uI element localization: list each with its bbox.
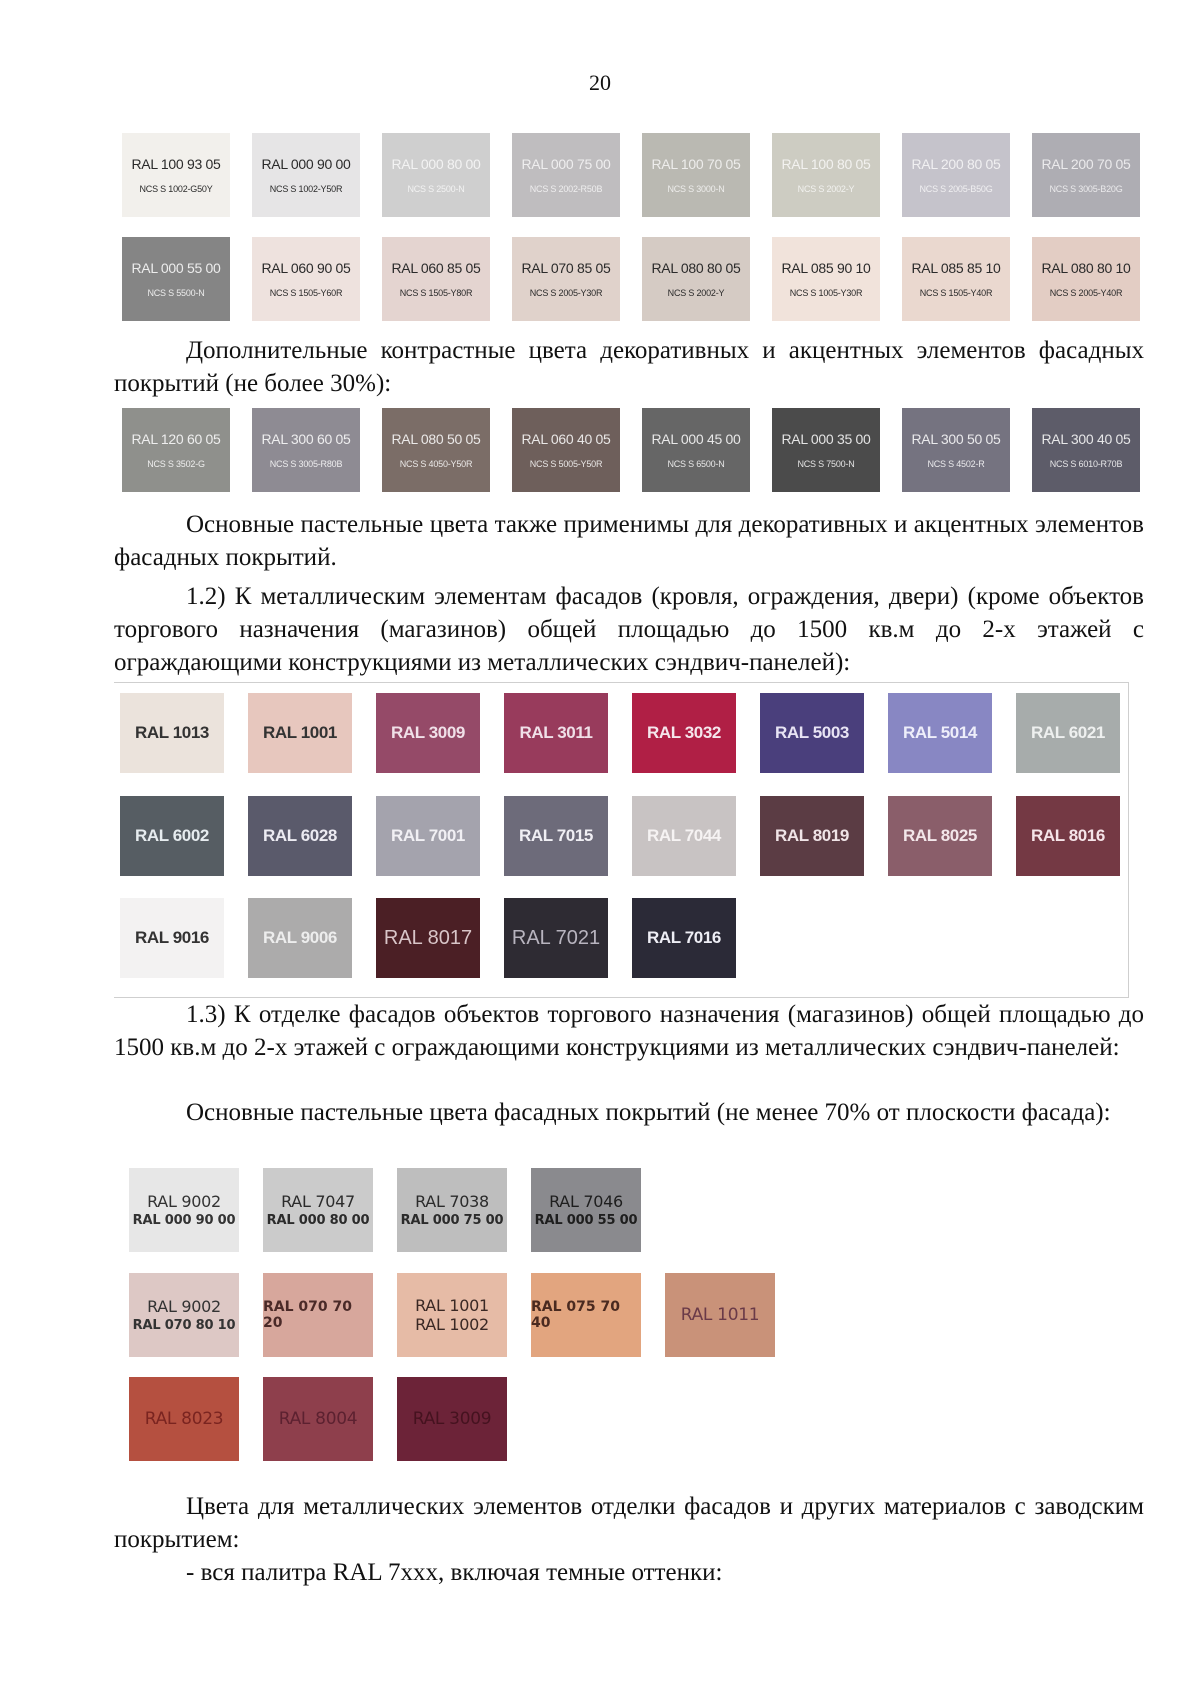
ral-code: RAL 120 60 05 <box>131 431 221 447</box>
swatch-label-primary: RAL 7038 <box>415 1192 489 1211</box>
color-swatch <box>122 237 230 321</box>
swatch-label-secondary: RAL 000 55 00 <box>534 1213 638 1228</box>
color-swatch <box>252 133 360 217</box>
ral-code: RAL 000 75 00 <box>521 156 611 172</box>
color-swatch <box>1032 237 1140 321</box>
ncs-code: NCS S 4050-Y50R <box>399 459 473 469</box>
metal-color-swatch: RAL 6021 <box>1016 693 1120 773</box>
metal-color-swatch: RAL 9006 <box>248 898 352 978</box>
ncs-code: NCS S 2005-Y40R <box>1049 288 1123 298</box>
shop-color-swatch <box>397 1168 507 1252</box>
color-swatch <box>512 237 620 321</box>
paragraph-pastel-also: Основные пастельные цвета также применимы для декоративных и акцентных элементов фасадных покрытий. <box>114 511 1144 571</box>
color-swatch <box>512 133 620 217</box>
ral-code: RAL 080 80 05 <box>651 260 741 276</box>
shop-color-swatch <box>263 1273 373 1357</box>
swatch-label-secondary: RAL 000 90 00 <box>132 1213 236 1228</box>
swatch-label-secondary: RAL 1002 <box>415 1315 489 1334</box>
color-swatch <box>512 408 620 492</box>
swatch-label-primary: RAL 1001 <box>415 1296 489 1315</box>
ncs-code: NCS S 1005-Y30R <box>789 288 863 298</box>
metal-color-swatch: RAL 8025 <box>888 796 992 876</box>
ral-code: RAL 300 50 05 <box>911 431 1001 447</box>
ral-code: RAL 100 93 05 <box>131 156 221 172</box>
metal-color-swatch: RAL 7016 <box>632 898 736 978</box>
ral-code: RAL 060 90 05 <box>261 260 351 276</box>
color-swatch <box>1032 408 1140 492</box>
metal-color-swatch: RAL 1013 <box>120 693 224 773</box>
ncs-code: NCS S 3005-R80B <box>269 459 343 469</box>
swatch-label-primary: RAL 9002 <box>147 1192 221 1211</box>
ncs-code: NCS S 2002-R50B <box>529 184 603 194</box>
color-swatch <box>1032 133 1140 217</box>
ncs-code: NCS S 2005-B50G <box>919 184 993 194</box>
ral-code: RAL 060 40 05 <box>521 431 611 447</box>
swatch-label-primary: RAL 8004 <box>278 1409 358 1429</box>
ncs-code: NCS S 6500-N <box>667 459 725 469</box>
swatch-label-secondary: RAL 070 80 10 <box>132 1318 236 1333</box>
metal-color-swatch: RAL 7021 <box>504 898 608 978</box>
color-swatch <box>772 408 880 492</box>
ral-code: RAL 080 80 10 <box>1041 260 1131 276</box>
ral-code: RAL 000 80 00 <box>391 156 481 172</box>
color-swatch <box>772 237 880 321</box>
color-swatch <box>642 237 750 321</box>
ncs-code: NCS S 6010-R70B <box>1049 459 1123 469</box>
ncs-code: NCS S 5500-N <box>147 288 205 298</box>
shop-color-swatch <box>397 1273 507 1357</box>
shop-color-swatch <box>129 1273 239 1357</box>
ral-code: RAL 100 70 05 <box>651 156 741 172</box>
ral-code: RAL 085 90 10 <box>781 260 871 276</box>
color-swatch <box>382 133 490 217</box>
paragraph-pastel-main: Основные пастельные цвета фасадных покрытий (не менее 70% от плоскости фасада): <box>186 1099 1111 1126</box>
color-swatch <box>642 133 750 217</box>
ncs-code: NCS S 3502-G <box>147 459 205 469</box>
color-swatch <box>252 237 360 321</box>
ral-code: RAL 200 70 05 <box>1041 156 1131 172</box>
swatch-label-primary: RAL 8023 <box>144 1409 224 1429</box>
metal-color-swatch: RAL 3011 <box>504 693 608 773</box>
shop-color-swatch <box>129 1168 239 1252</box>
paragraph-metal-finish: Цвета для металлических элементов отделки фасадов и других материалов с заводским покрытием: <box>114 1493 1144 1553</box>
metal-color-swatch: RAL 3009 <box>376 693 480 773</box>
color-swatch <box>902 133 1010 217</box>
ncs-code: NCS S 1505-Y40R <box>919 288 993 298</box>
swatch-label-primary: RAL 3009 <box>412 1409 492 1429</box>
color-swatch <box>902 408 1010 492</box>
swatch-label-primary: RAL 9002 <box>147 1297 221 1316</box>
ncs-code: NCS S 2002-Y <box>797 184 855 194</box>
metal-color-swatch: RAL 1001 <box>248 693 352 773</box>
metal-color-swatch: RAL 8019 <box>760 796 864 876</box>
shop-color-swatch <box>263 1377 373 1461</box>
metal-color-swatch: RAL 9016 <box>120 898 224 978</box>
ral-code: RAL 300 40 05 <box>1041 431 1131 447</box>
page-number: 20 <box>589 70 611 95</box>
color-swatch <box>122 408 230 492</box>
color-swatch <box>642 408 750 492</box>
ncs-code: NCS S 5005-Y50R <box>529 459 603 469</box>
shop-color-swatch <box>263 1168 373 1252</box>
ncs-code: NCS S 7500-N <box>797 459 855 469</box>
ral-code: RAL 100 80 05 <box>781 156 871 172</box>
ncs-code: NCS S 3000-N <box>667 184 725 194</box>
ral-code: RAL 060 85 05 <box>391 260 481 276</box>
paragraph-ral7-palette: - вся палитра RAL 7ххх, включая темные оттенки: <box>186 1559 723 1586</box>
ral-code: RAL 000 55 00 <box>131 260 221 276</box>
metal-color-swatch: RAL 6002 <box>120 796 224 876</box>
ral-code: RAL 200 80 05 <box>911 156 1001 172</box>
ncs-code: NCS S 3005-B20G <box>1049 184 1123 194</box>
paragraph-contrast-colors: Дополнительные контрастные цвета декоративных и акцентных элементов фасадных покрытий (не более 30%): <box>114 337 1144 397</box>
metal-color-swatch: RAL 5014 <box>888 693 992 773</box>
swatch-label-primary: RAL 1011 <box>680 1305 760 1325</box>
swatch-label-primary: RAL 7047 <box>281 1192 355 1211</box>
ncs-code: NCS S 1505-Y80R <box>399 288 473 298</box>
metal-color-palette <box>114 682 1129 998</box>
ral-code: RAL 000 35 00 <box>781 431 871 447</box>
color-swatch <box>382 408 490 492</box>
ncs-code: NCS S 4502-R <box>927 459 985 469</box>
ncs-code: NCS S 1505-Y60R <box>269 288 343 298</box>
paragraph-shops: 1.3) К отделке фасадов объектов торгового назначения (магазинов) общей площадью до 1500 кв.м до 2-х этажей с ограждающими конструкциями из металлических сэндвич-панелей: <box>114 1001 1144 1061</box>
ral-code: RAL 080 50 05 <box>391 431 481 447</box>
paragraph-metal-elements: 1.2) К металлическим элементам фасадов (кровля, ограждения, двери) (кроме объектов торгового назначения (магазинов) общей площадью до 1500 кв.м до 2-х этажей с ограждающими конструкциями из металлических сэндвич-панелей): <box>114 583 1144 676</box>
swatch-label-secondary: RAL 000 75 00 <box>400 1213 504 1228</box>
shop-color-swatch <box>531 1273 641 1357</box>
metal-color-swatch: RAL 7044 <box>632 796 736 876</box>
ncs-code: NCS S 1002-Y50R <box>269 184 343 194</box>
color-swatch <box>772 133 880 217</box>
metal-color-swatch: RAL 7015 <box>504 796 608 876</box>
color-swatch <box>252 408 360 492</box>
ral-code: RAL 300 60 05 <box>261 431 351 447</box>
shop-color-swatch <box>129 1377 239 1461</box>
metal-color-swatch: RAL 3032 <box>632 693 736 773</box>
swatch-label-secondary: RAL 000 80 00 <box>266 1213 370 1228</box>
color-swatch <box>382 237 490 321</box>
ncs-code: NCS S 2002-Y <box>667 288 725 298</box>
color-swatch <box>122 133 230 217</box>
ncs-code: NCS S 2005-Y30R <box>529 288 603 298</box>
swatch-label-primary: RAL 070 70 20 <box>263 1299 352 1331</box>
metal-color-swatch: RAL 6028 <box>248 796 352 876</box>
ral-code: RAL 070 85 05 <box>521 260 611 276</box>
swatch-label-primary: RAL 7046 <box>549 1192 623 1211</box>
ncs-code: NCS S 1002-G50Y <box>139 184 213 194</box>
metal-color-swatch: RAL 7001 <box>376 796 480 876</box>
ral-code: RAL 000 45 00 <box>651 431 741 447</box>
metal-color-swatch: RAL 5003 <box>760 693 864 773</box>
shop-color-swatch <box>397 1377 507 1461</box>
ncs-code: NCS S 2500-N <box>407 184 465 194</box>
metal-color-swatch: RAL 8017 <box>376 898 480 978</box>
metal-color-swatch: RAL 8016 <box>1016 796 1120 876</box>
shop-color-swatch <box>531 1168 641 1252</box>
color-swatch <box>902 237 1010 321</box>
swatch-label-primary: RAL 075 70 40 <box>531 1299 620 1331</box>
ral-code: RAL 000 90 00 <box>261 156 351 172</box>
shop-color-swatch <box>665 1273 775 1357</box>
ral-code: RAL 085 85 10 <box>911 260 1001 276</box>
